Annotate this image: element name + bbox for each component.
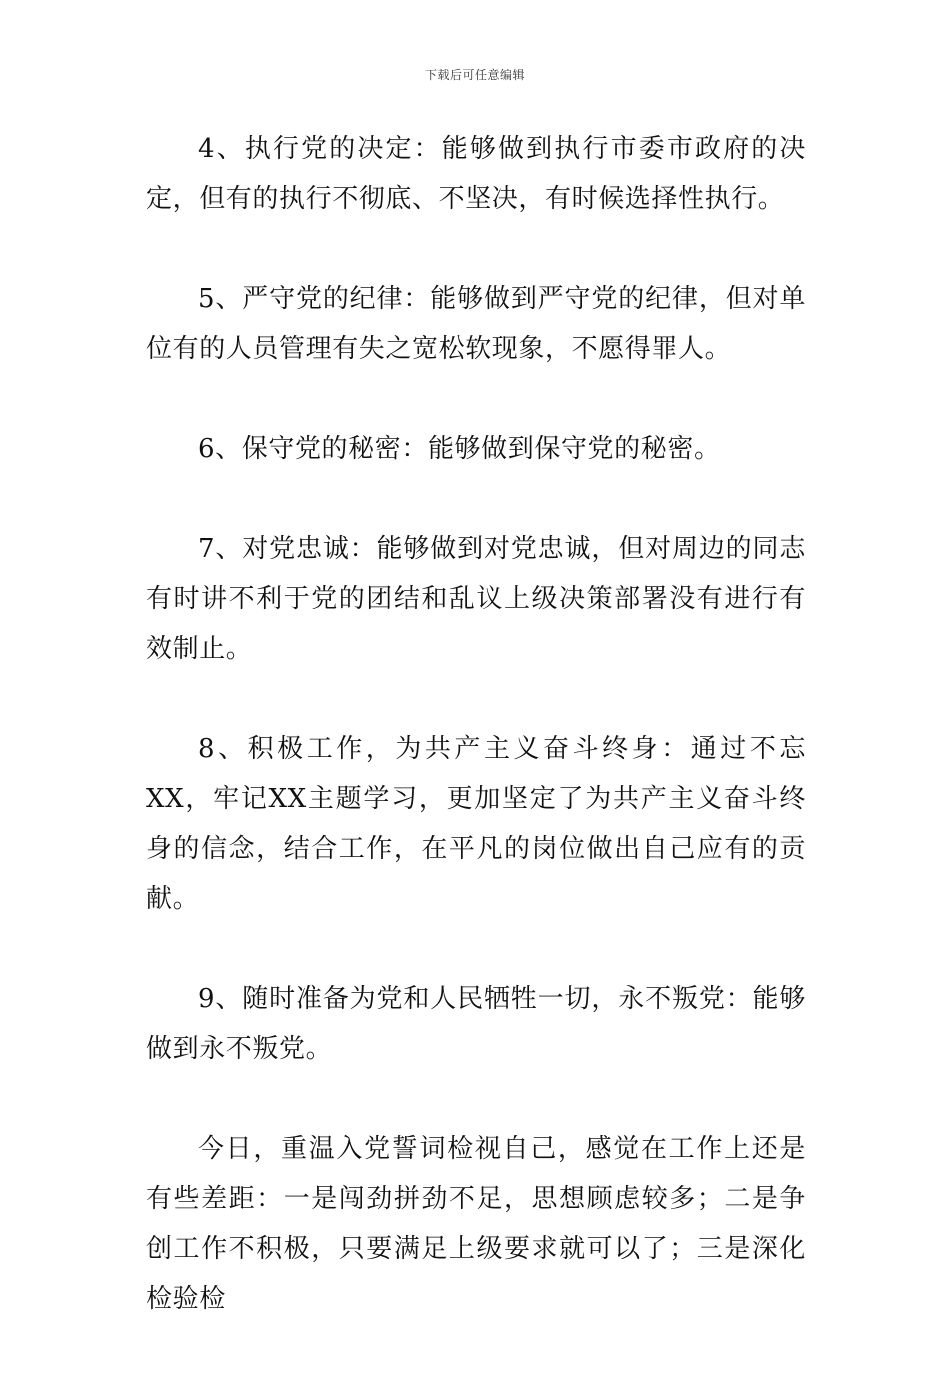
paragraph-item-6: 6、保守党的秘密：能够做到保守党的秘密。	[198, 434, 721, 464]
paragraph-item-9: 9、随时准备为党和人民牺牲一切，永不叛党：能够做到永不叛党。	[146, 984, 806, 1064]
paragraph-item-8: 8、积极工作，为共产主义奋斗终身：通过不忘XX，牢记XX主题学习，更加坚定了为共产主义奋斗终身的信念，结合工作，在平凡的岗位做出自己应有的贡献。	[146, 734, 806, 914]
paragraph-item-7: 7、对党忠诚：能够做到对党忠诚，但对周边的同志有时讲不利于党的团结和乱议上级决策部署没有进行有效制止。	[146, 534, 806, 664]
paragraph-item-4: 4、执行党的决定：能够做到执行市委市政府的决定，但有的执行不彻底、不坚决，有时候选择性执行。	[146, 134, 806, 214]
paragraph-reflection: 今日，重温入党誓词检视自己，感觉在工作上还是有些差距：一是闯劲拼劲不足，思想顾虑较多；二是争创工作不积极，只要满足上级要求就可以了；三是深化检验检	[146, 1134, 806, 1314]
document-body	[146, 124, 806, 1374]
header-note: 下载后可任意编辑	[424, 68, 525, 82]
paragraph-item-5: 5、严守党的纪律：能够做到严守党的纪律，但对单位有的人员管理有失之宽松软现象，不愿得罪人。	[146, 284, 806, 364]
